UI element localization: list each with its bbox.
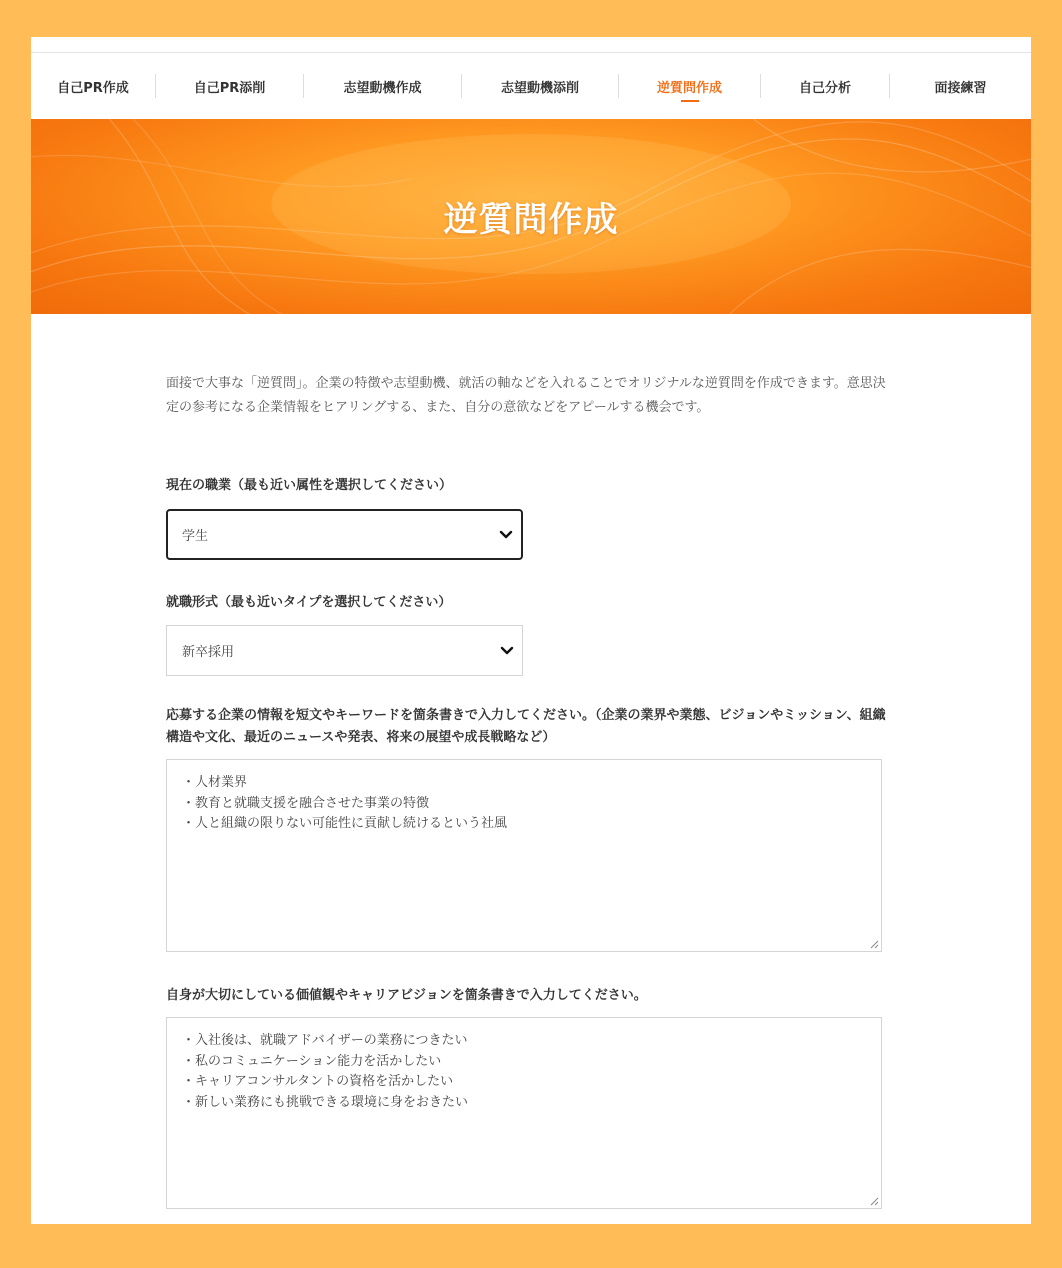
nav-item-self-analysis[interactable]: 自己分析 bbox=[798, 80, 851, 96]
values-line: ・新しい業務にも挑戦できる環境に身をおきたい bbox=[182, 1094, 469, 1110]
company-info-line: ・人材業界 bbox=[182, 775, 248, 790]
values-label: 自身が大切にしている価値観やキャリアビジョンを箇条書きで入力してください。 bbox=[166, 988, 647, 1003]
nav-item-reverse-question[interactable]: 逆質問作成 bbox=[619, 53, 760, 119]
nav-item-self-pr-review[interactable]: 自己PR添削 bbox=[193, 80, 266, 96]
chevron-down-icon bbox=[499, 529, 513, 541]
main-content bbox=[166, 372, 886, 1209]
company-info-line: ・人と組織の限りない可能性に貢献し続けるという社風 bbox=[182, 816, 508, 831]
employment-type-select[interactable] bbox=[166, 625, 523, 676]
occupation-select[interactable] bbox=[166, 509, 523, 560]
nav-item-interview-practice[interactable]: 面接練習 bbox=[934, 80, 987, 96]
tool-nav bbox=[31, 53, 1031, 119]
employment-type-label: 就職形式（最も近いタイプを選択してください） bbox=[166, 595, 452, 610]
company-info-textarea[interactable] bbox=[166, 759, 882, 952]
occupation-label: 現在の職業（最も近い属性を選択してください） bbox=[166, 478, 453, 493]
values-line: ・私のコミュニケーション能力を活かしたい bbox=[182, 1053, 442, 1069]
chevron-down-icon bbox=[500, 645, 514, 657]
nav-item-motivation-review[interactable]: 志望動機添削 bbox=[500, 80, 579, 96]
resize-grip-icon[interactable] bbox=[868, 1195, 879, 1206]
values-line: ・入社後は、就職アドバイザーの業務につきたい bbox=[182, 1033, 468, 1048]
intro-text: 面接で大事な「逆質問」。企業の特徴や志望動機、就活の軸などを入れることでオリジナルな逆質問を作成できます。意思決定の参考になる企業情報をヒアリングする、また、自分の意欲などをアピールする機会です。 bbox=[166, 376, 886, 415]
page-title: 逆質問作成 bbox=[443, 200, 619, 240]
page-frame bbox=[31, 37, 1031, 1224]
values-textarea[interactable] bbox=[166, 1017, 882, 1209]
occupation-select-value: 学生 bbox=[182, 529, 209, 544]
company-info-label: 応募する企業の情報を短文やキーワードを箇条書きで入力してください。（企業の業界や業態、ビジョンやミッション、組織構造や文化、最近のニュースや発表、将来の展望や成長戦略など） bbox=[166, 708, 886, 745]
nav-item-motivation-create[interactable]: 志望動機作成 bbox=[343, 80, 422, 96]
values-line: ・キャリアコンサルタントの資格を活かしたい bbox=[182, 1074, 454, 1089]
employment-type-select-value: 新卒採用 bbox=[182, 645, 235, 660]
resize-grip-icon[interactable] bbox=[868, 938, 879, 949]
company-info-line: ・教育と就職支援を融合させた事業の特徴 bbox=[182, 795, 430, 811]
hero-banner bbox=[31, 119, 1031, 314]
nav-item-self-pr-create[interactable]: 自己PR作成 bbox=[57, 80, 129, 96]
